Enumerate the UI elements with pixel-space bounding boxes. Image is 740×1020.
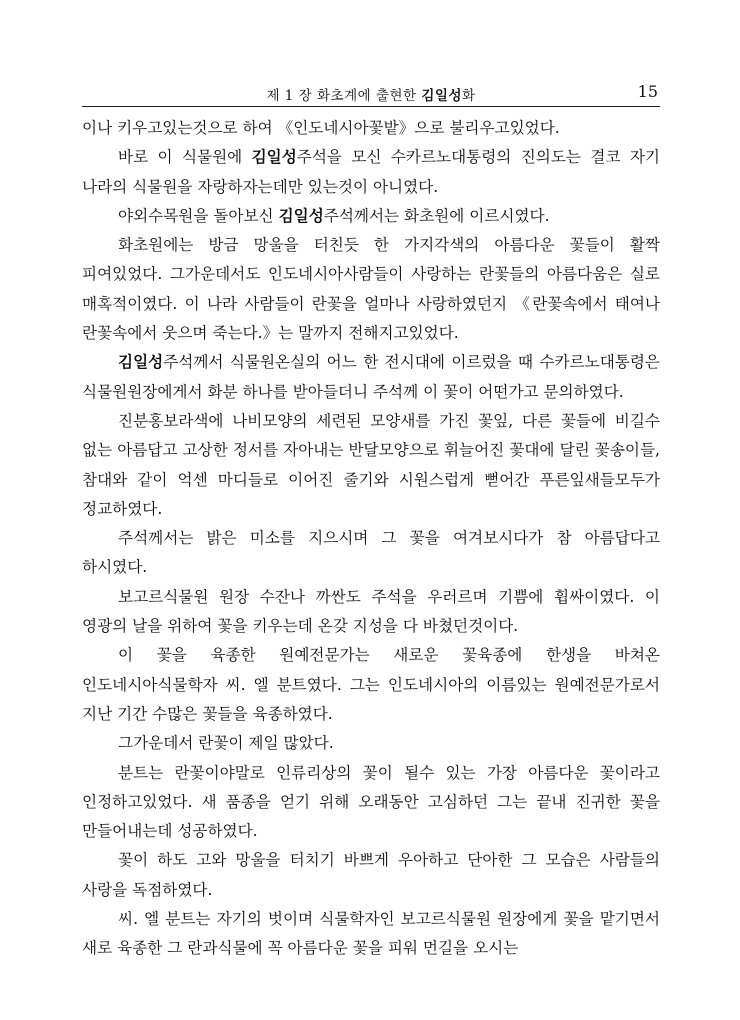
chapter-suffix: 화 bbox=[462, 88, 476, 104]
paragraph-text: 주석을 모신 수카르노대통령의 진의도는 결코 자기 나라의 식물원을 자랑하자는데만 있는것이 아니였다. bbox=[82, 148, 660, 196]
emphasized-name: 김일성 bbox=[278, 206, 324, 225]
body-text bbox=[82, 114, 660, 964]
paragraph-text: 분트는 란꽃이야말로 인류리상의 꽃이 될수 있는 가장 아름다운 꽃이라고 인정하고있었다. 새 품종을 얻기 위해 오래동안 고심하던 그는 끝내 진귀한 꽃을 만들어내는데 성공하였다. bbox=[82, 763, 660, 841]
paragraph bbox=[82, 846, 660, 905]
paragraph bbox=[82, 641, 660, 729]
chapter-name: 김일성 bbox=[421, 88, 462, 104]
paragraph-text: 그가운데서 란꽃이 제일 많았다. bbox=[118, 734, 334, 753]
paragraph bbox=[82, 759, 660, 847]
paragraph bbox=[82, 407, 660, 524]
paragraph bbox=[82, 348, 660, 407]
paragraph-text: 진분홍보라색에 나비모양의 세련된 모양새를 가진 꽃잎, 다른 꽃들에 비길수 없는 아름답고 고상한 정서를 자아내는 반달모양으로 휘늘어진 꽃대에 달린 꽃송이들, 참대와 같이 억센 마디들로 이어진 줄기와 시원스럽게 뻗어간 푸른잎새들모두가 정교하였다. bbox=[82, 411, 660, 518]
paragraph bbox=[82, 231, 660, 348]
emphasized-name: 김일성 bbox=[251, 148, 297, 167]
paragraph bbox=[82, 729, 660, 758]
paragraph-text: 바로 이 식물원에 bbox=[118, 148, 252, 167]
chapter-label: 제 1 장 화초계에 출현한 bbox=[266, 88, 422, 104]
paragraph-text: 이나 키우고있는것으로 하여 《인도네시아꽃밭》으로 불리우고있었다. bbox=[82, 119, 560, 137]
paragraph-text: 씨. 엘 분트는 자기의 벗이며 식물학자인 보고르식물원 원장에게 꽃을 맡기면서 새로 육종한 그 란과식물에 꼭 아름다운 꽃을 피워 먼길을 오시는 bbox=[82, 910, 660, 958]
paragraph bbox=[82, 143, 660, 202]
paragraph bbox=[82, 114, 660, 143]
page-number: 15 bbox=[637, 82, 658, 101]
paragraph-text: 보고르식물원 원장 수잔나 까싼도 주석을 우러르며 기쁨에 휩싸이였다. 이 영광의 날을 위하여 꽃을 키우는데 온갖 지성을 다 바쳤던것이다. bbox=[82, 587, 660, 636]
paragraph-text: 주석께서 식물원온실의 어느 한 전시대에 이르렀을 때 수카르노대통령은 식물원원장에게서 화분 하나를 받아들더니 주석께 이 꽃이 어떤가고 문의하였다. bbox=[82, 353, 660, 401]
paragraph bbox=[82, 583, 660, 642]
emphasized-name: 김일성 bbox=[118, 353, 164, 372]
chapter-title bbox=[82, 84, 660, 104]
paragraph bbox=[82, 524, 660, 583]
paragraph bbox=[82, 905, 660, 964]
paragraph-text: 이 꽃을 육종한 원예전문가는 새로운 꽃육종에 한생을 바쳐온 인도네시아식물학자 씨. 엘 분트였다. 그는 인도네시아의 이름있는 원예전문가로서 지난 기간 수많은 꽃들을 육종하였다. bbox=[82, 646, 660, 723]
paragraph-text: 주석께서는 밝은 미소를 지으시며 그 꽃을 여겨보시다가 참 아름답다고 하시였다. bbox=[82, 529, 660, 577]
paragraph-text: 화초원에는 방금 망울을 터친듯 한 가지각색의 아름다운 꽃들이 활짝 피여있었다. 그가운데서도 인도네시아사람들이 사랑하는 란꽃들의 아름다움은 실로 매혹적이였다. 이 나라 사람들이 란꽃을 얼마나 사랑하였던지 《란꽃속에서 태여나 란꽃속에서 웃으며 죽는다.》는 말까지 전해지고있었다. bbox=[82, 236, 660, 343]
paragraph-text: 꽃이 하도 고와 망울을 터치기 바쁘게 우아하고 단아한 그 모습은 사람들의 사랑을 독점하였다. bbox=[82, 851, 660, 899]
header-rule bbox=[82, 106, 660, 107]
paragraph-text: 주석께서는 화초원에 이르시였다. bbox=[323, 206, 550, 225]
paragraph-text: 야외수목원을 돌아보신 bbox=[118, 206, 279, 225]
paragraph bbox=[82, 202, 660, 231]
